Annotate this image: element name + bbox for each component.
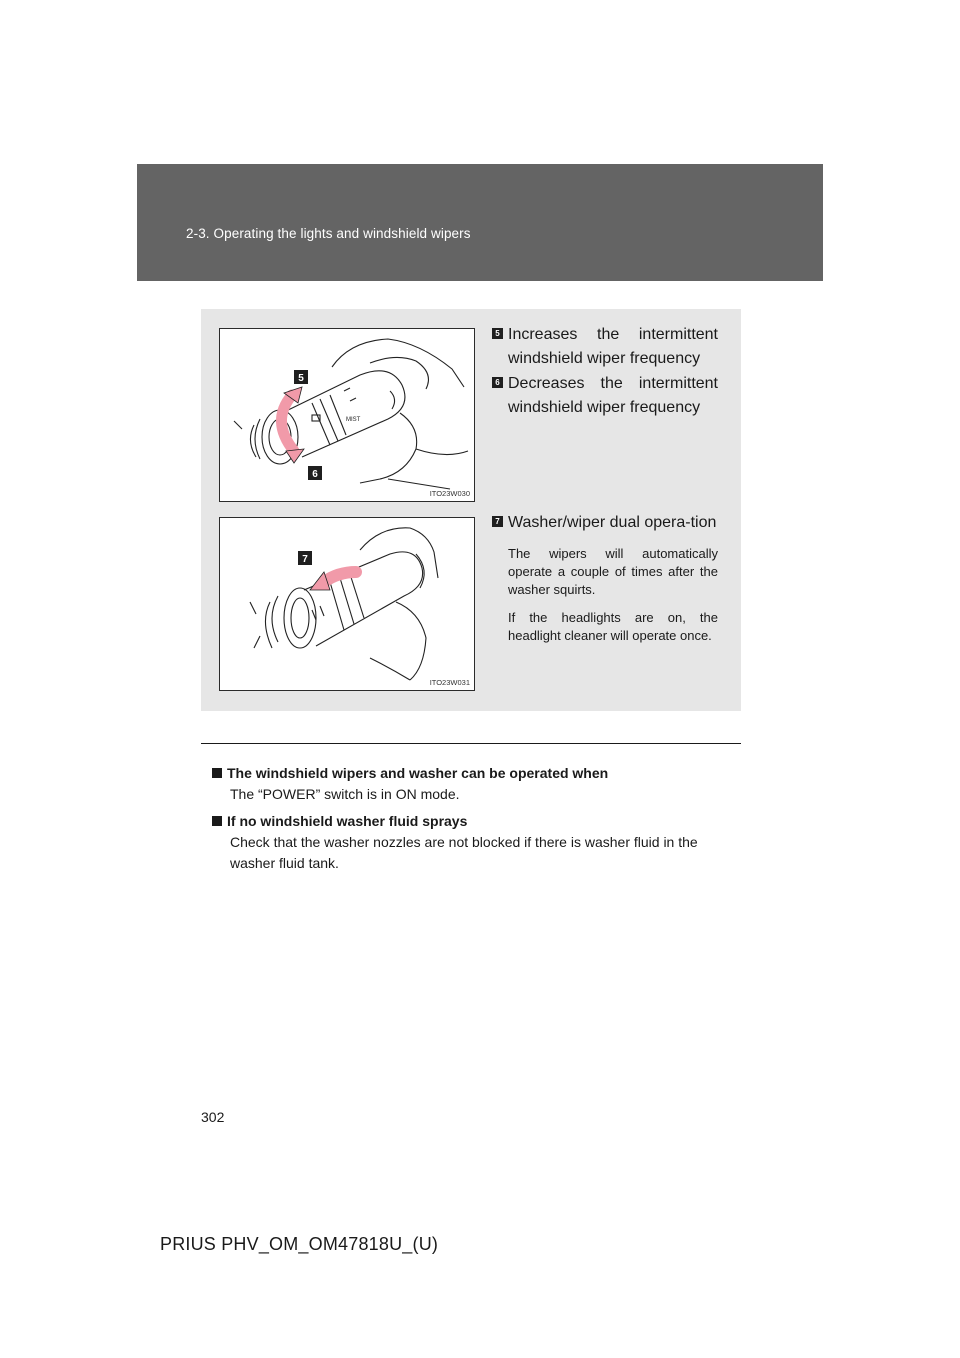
section-body: The “POWER” switch is in ON mode. <box>230 786 460 802</box>
number-badge: 6 <box>492 377 503 388</box>
illustration-panel <box>201 309 741 711</box>
mist-label: MIST <box>346 417 361 423</box>
wiper-lever-illustration-1 <box>220 329 474 501</box>
wiper-lever-illustration-2 <box>220 518 474 690</box>
item-text: Increases the intermittent windshield wiper frequency <box>508 326 718 367</box>
document-id: PRIUS PHV_OM_OM47818U_(U) <box>160 1234 439 1254</box>
figure-code: ITO23W031 <box>429 678 470 687</box>
item-6 <box>495 372 718 420</box>
section-title: 2-3. Operating the lights and windshield wipers <box>186 226 471 241</box>
bullet-square-icon <box>212 816 222 826</box>
divider <box>201 743 741 744</box>
item-note: If the headlights are on, the headlight cleaner will operate once. <box>508 610 718 643</box>
page-number: 302 <box>201 1109 225 1125</box>
figure-washer-dual <box>219 517 475 691</box>
item-5 <box>495 323 718 371</box>
section-heading: If no windshield washer fluid sprays <box>212 811 737 831</box>
callout-6-badge <box>308 466 322 480</box>
item-7 <box>495 511 718 645</box>
figure-wiper-frequency <box>219 328 475 502</box>
svg-text:6: 6 <box>312 469 318 480</box>
svg-text:5: 5 <box>298 373 304 384</box>
number-badge: 7 <box>492 516 503 527</box>
bullet-square-icon <box>212 768 222 778</box>
svg-text:7: 7 <box>302 554 308 565</box>
rotation-arrow-icon <box>281 395 294 451</box>
notes-sections <box>212 763 737 880</box>
section-heading: The windshield wipers and washer can be operated when <box>212 763 737 783</box>
section-body: Check that the washer nozzles are not blocked if there is washer fluid in the washer fluid tank. <box>230 834 698 871</box>
figure-code: ITO23W030 <box>429 489 470 498</box>
callout-5-badge <box>294 370 308 384</box>
pull-arrow-icon <box>324 572 356 582</box>
header-band <box>137 164 823 281</box>
item-text: Decreases the intermittent windshield wiper frequency <box>508 375 718 416</box>
number-badge: 5 <box>492 328 503 339</box>
item-text: Washer/wiper dual opera-tion <box>508 514 717 531</box>
item-note: The wipers will automatically operate a couple of times after the washer squirts. <box>508 546 718 597</box>
callout-7-badge <box>298 551 312 565</box>
